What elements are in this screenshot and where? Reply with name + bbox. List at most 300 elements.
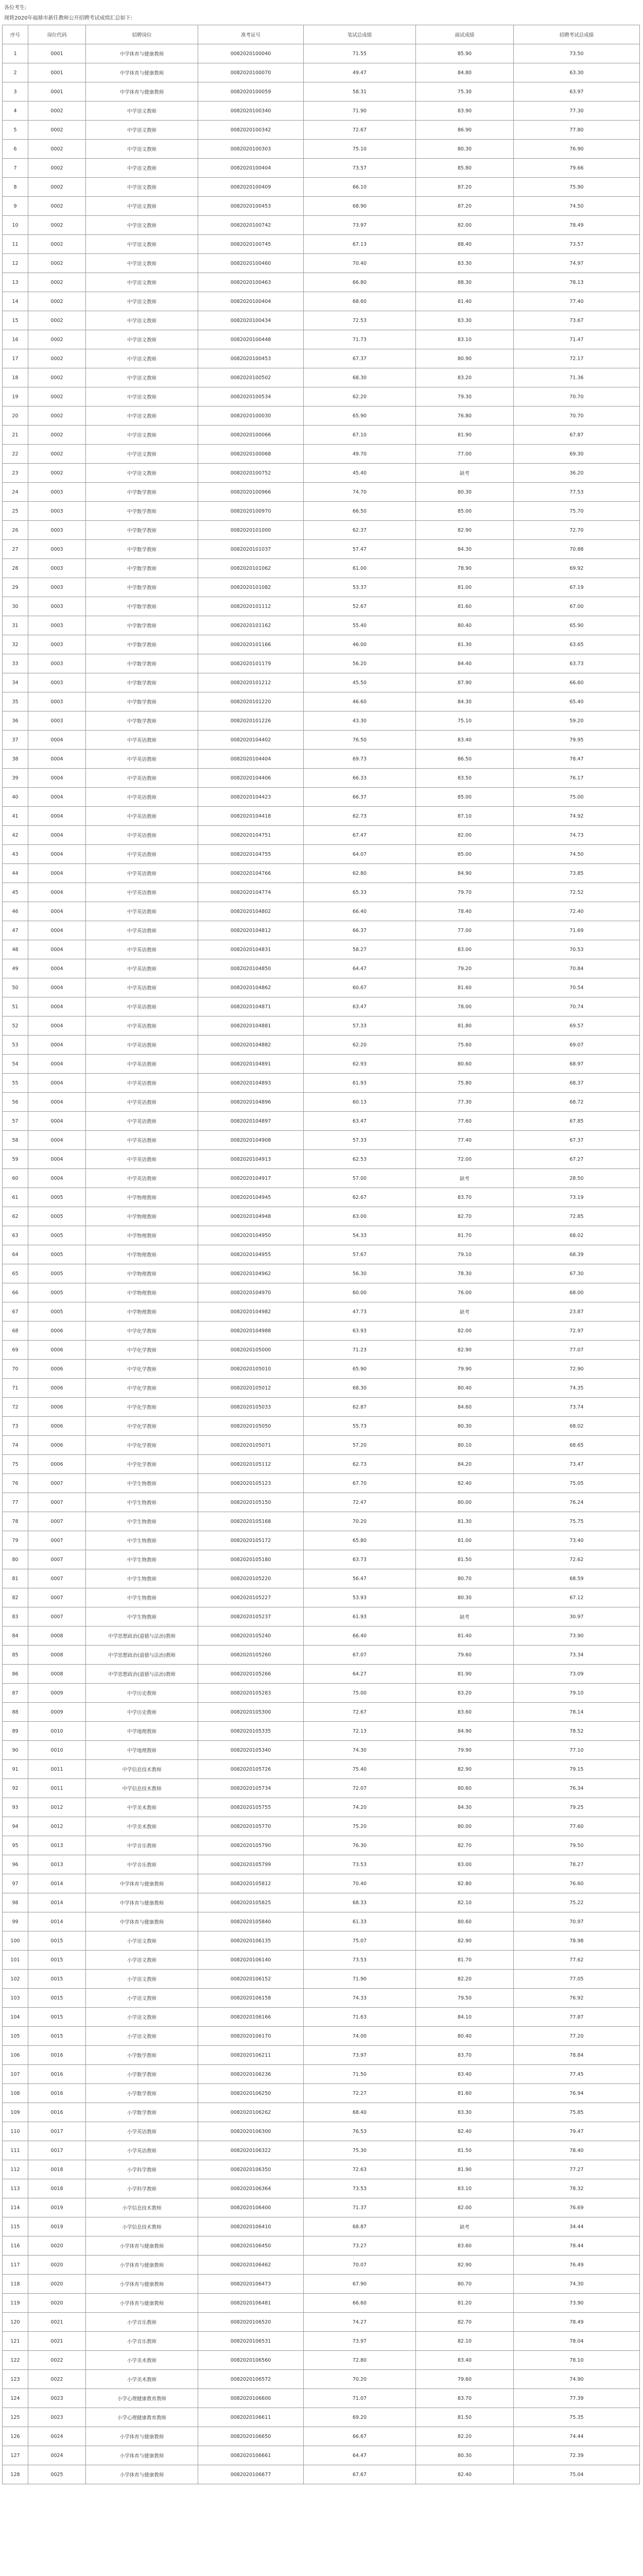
post-code-cell: 0005 (28, 1264, 86, 1283)
index-cell: 58 (3, 1131, 28, 1150)
post-code-cell: 0004 (28, 1074, 86, 1093)
index-cell: 32 (3, 635, 28, 654)
interview-score-cell: 82.40 (416, 2122, 514, 2141)
total-score-cell: 74.97 (514, 254, 640, 273)
interview-score-cell: 85.90 (416, 44, 514, 63)
interview-score-cell: 83.30 (416, 311, 514, 330)
written-score-cell: 73.53 (304, 2179, 416, 2198)
table-row (3, 2046, 640, 2065)
post-cell: 中学语文教师 (86, 121, 198, 140)
interview-score-cell: 82.70 (416, 1836, 514, 1855)
post-code-cell: 0014 (28, 1912, 86, 1931)
table-row (3, 483, 640, 502)
written-score-cell: 60.67 (304, 978, 416, 997)
post-code-cell: 0002 (28, 349, 86, 368)
ticket-cell: 0082020105260 (198, 1646, 304, 1665)
ticket-cell: 0082020105300 (198, 1703, 304, 1722)
post-cell: 中学语文教师 (86, 464, 198, 483)
post-code-cell: 0005 (28, 1226, 86, 1245)
post-cell: 中学语文教师 (86, 292, 198, 311)
table-row (3, 1455, 640, 1474)
table-row (3, 731, 640, 750)
table-row (3, 82, 640, 101)
col-header-post-code: 岗位代码 (28, 25, 86, 44)
post-code-cell: 0008 (28, 1626, 86, 1646)
post-code-cell: 0007 (28, 1512, 86, 1531)
table-row (3, 1112, 640, 1131)
post-cell: 中学体育与健康教师 (86, 1874, 198, 1893)
col-header-ticket: 准考证号 (198, 25, 304, 44)
ticket-cell: 0082020100070 (198, 63, 304, 82)
post-cell: 中学英语教师 (86, 1169, 198, 1188)
total-score-cell: 67.19 (514, 578, 640, 597)
interview-score-cell: 84.30 (416, 692, 514, 711)
interview-score-cell: 84.60 (416, 1398, 514, 1417)
table-row (3, 1626, 640, 1646)
table-row (3, 807, 640, 826)
written-score-cell: 61.93 (304, 1607, 416, 1626)
written-score-cell: 66.37 (304, 921, 416, 940)
ticket-cell: 0082020105840 (198, 1912, 304, 1931)
post-code-cell: 0004 (28, 1055, 86, 1074)
score-table (2, 25, 640, 2484)
ticket-cell: 0082020106650 (198, 2427, 304, 2446)
ticket-cell: 0082020104402 (198, 731, 304, 750)
index-cell: 37 (3, 731, 28, 750)
post-cell: 中学化学教师 (86, 1455, 198, 1474)
table-row (3, 349, 640, 368)
table-row (3, 978, 640, 997)
post-cell: 中学英语教师 (86, 1150, 198, 1169)
post-cell: 中学语文教师 (86, 101, 198, 121)
ticket-cell: 0082020100448 (198, 330, 304, 349)
written-score-cell: 72.67 (304, 1703, 416, 1722)
post-code-cell: 0011 (28, 1760, 86, 1779)
written-score-cell: 76.30 (304, 1836, 416, 1855)
written-score-cell: 67.67 (304, 2465, 416, 2484)
interview-score-cell: 83.30 (416, 254, 514, 273)
written-score-cell: 49.70 (304, 445, 416, 464)
table-row (3, 426, 640, 445)
ticket-cell: 0082020106211 (198, 2046, 304, 2065)
post-cell: 中学生物教师 (86, 1512, 198, 1531)
index-cell: 38 (3, 750, 28, 769)
written-score-cell: 55.40 (304, 616, 416, 635)
total-score-cell: 79.66 (514, 159, 640, 178)
total-score-cell: 68.72 (514, 1093, 640, 1112)
ticket-cell: 0082020105227 (198, 1588, 304, 1607)
index-cell: 79 (3, 1531, 28, 1550)
post-code-cell: 0002 (28, 273, 86, 292)
table-row (3, 502, 640, 521)
post-code-cell: 0009 (28, 1684, 86, 1703)
index-cell: 113 (3, 2179, 28, 2198)
post-code-cell: 0005 (28, 1188, 86, 1207)
ticket-cell: 0082020104908 (198, 1131, 304, 1150)
post-cell: 小学数学教师 (86, 2065, 198, 2084)
post-code-cell: 0008 (28, 1646, 86, 1665)
interview-score-cell: 83.90 (416, 101, 514, 121)
interview-score-cell: 79.60 (416, 2370, 514, 2389)
ticket-cell: 0082020104423 (198, 788, 304, 807)
ticket-cell: 0082020105825 (198, 1893, 304, 1912)
post-cell: 小学信息技术教师 (86, 2217, 198, 2236)
index-cell: 111 (3, 2141, 28, 2160)
interview-score-cell: 83.20 (416, 368, 514, 387)
table-row (3, 368, 640, 387)
post-cell: 中学语文教师 (86, 159, 198, 178)
written-score-cell: 72.13 (304, 1722, 416, 1741)
post-cell: 小学音乐教师 (86, 2313, 198, 2332)
post-code-cell: 0020 (28, 2275, 86, 2294)
post-cell: 小学体育与健康教师 (86, 2275, 198, 2294)
index-cell: 110 (3, 2122, 28, 2141)
interview-score-cell: 78.00 (416, 997, 514, 1016)
post-code-cell: 0010 (28, 1741, 86, 1760)
index-cell: 118 (3, 2275, 28, 2294)
ticket-cell: 0082020101037 (198, 540, 304, 559)
ticket-cell: 0082020104988 (198, 1321, 304, 1341)
post-code-cell: 0004 (28, 864, 86, 883)
written-score-cell: 67.07 (304, 1646, 416, 1665)
interview-score-cell: 84.30 (416, 1798, 514, 1817)
written-score-cell: 68.30 (304, 1379, 416, 1398)
total-score-cell: 77.60 (514, 1817, 640, 1836)
table-row (3, 1036, 640, 1055)
index-cell: 114 (3, 2198, 28, 2217)
ticket-cell: 0082020100970 (198, 502, 304, 521)
total-score-cell: 77.80 (514, 121, 640, 140)
index-cell: 116 (3, 2236, 28, 2256)
index-cell: 105 (3, 2027, 28, 2046)
table-row (3, 2332, 640, 2351)
ticket-cell: 0082020104882 (198, 1036, 304, 1055)
post-code-cell: 0007 (28, 1550, 86, 1569)
table-row (3, 1741, 640, 1760)
table-row (3, 1569, 640, 1588)
total-score-cell: 67.37 (514, 1131, 640, 1150)
index-cell: 104 (3, 2008, 28, 2027)
ticket-cell: 0082020106450 (198, 2236, 304, 2256)
written-score-cell: 57.47 (304, 540, 416, 559)
interview-score-cell: 87.10 (416, 807, 514, 826)
ticket-cell: 0082020106481 (198, 2294, 304, 2313)
written-score-cell: 75.20 (304, 1817, 416, 1836)
post-code-cell: 0002 (28, 368, 86, 387)
post-code-cell: 0002 (28, 159, 86, 178)
ticket-cell: 0082020100745 (198, 235, 304, 254)
written-score-cell: 72.27 (304, 2084, 416, 2103)
col-header-index: 序号 (3, 25, 28, 44)
index-cell: 13 (3, 273, 28, 292)
table-row (3, 2294, 640, 2313)
ticket-cell: 0082020104812 (198, 921, 304, 940)
ticket-cell: 0082020106400 (198, 2198, 304, 2217)
table-row (3, 311, 640, 330)
post-cell: 中学语文教师 (86, 330, 198, 349)
total-score-cell: 75.35 (514, 2408, 640, 2427)
written-score-cell: 66.80 (304, 273, 416, 292)
ticket-cell: 0082020101082 (198, 578, 304, 597)
ticket-cell: 0082020104917 (198, 1169, 304, 1188)
post-code-cell: 0003 (28, 654, 86, 673)
table-row (3, 1665, 640, 1684)
ticket-cell: 0082020100066 (198, 426, 304, 445)
ticket-cell: 0082020105726 (198, 1760, 304, 1779)
index-cell: 39 (3, 769, 28, 788)
post-code-cell: 0002 (28, 406, 86, 426)
total-score-cell: 76.24 (514, 1493, 640, 1512)
table-row (3, 2446, 640, 2465)
table-row (3, 330, 640, 349)
ticket-cell: 0082020104418 (198, 807, 304, 826)
index-cell: 56 (3, 1093, 28, 1112)
post-cell: 中学语文教师 (86, 406, 198, 426)
interview-score-cell: 缺考 (416, 1302, 514, 1321)
interview-score-cell: 82.40 (416, 1474, 514, 1493)
post-cell: 中学英语教师 (86, 845, 198, 864)
post-cell: 中学英语教师 (86, 1016, 198, 1036)
post-cell: 中学思想政治(道德与法治)教师 (86, 1646, 198, 1665)
interview-score-cell: 84.40 (416, 654, 514, 673)
interview-score-cell: 77.00 (416, 921, 514, 940)
interview-score-cell: 83.60 (416, 1703, 514, 1722)
table-row (3, 1150, 640, 1169)
ticket-cell: 0082020105012 (198, 1379, 304, 1398)
col-header-total: 招聘考试总成绩 (514, 25, 640, 44)
interview-score-cell: 80.10 (416, 1436, 514, 1455)
post-cell: 中学英语教师 (86, 902, 198, 921)
total-score-cell: 63.73 (514, 654, 640, 673)
post-cell: 中学语文教师 (86, 216, 198, 235)
table-row (3, 578, 640, 597)
total-score-cell: 68.65 (514, 1436, 640, 1455)
ticket-cell: 0082020104871 (198, 997, 304, 1016)
total-score-cell: 66.60 (514, 673, 640, 692)
post-code-cell: 0015 (28, 1931, 86, 1951)
post-cell: 小学体育与健康教师 (86, 2236, 198, 2256)
interview-score-cell: 81.90 (416, 1665, 514, 1684)
table-row (3, 1131, 640, 1150)
post-cell: 中学语文教师 (86, 273, 198, 292)
table-row (3, 864, 640, 883)
post-cell: 中学思想政治(道德与法治)教师 (86, 1626, 198, 1646)
written-score-cell: 66.60 (304, 2294, 416, 2313)
ticket-cell: 0082020105799 (198, 1855, 304, 1874)
total-score-cell: 68.39 (514, 1245, 640, 1264)
post-code-cell: 0002 (28, 330, 86, 349)
post-code-cell: 0002 (28, 121, 86, 140)
ticket-cell: 0082020104881 (198, 1016, 304, 1036)
total-score-cell: 79.95 (514, 731, 640, 750)
total-score-cell: 75.00 (514, 788, 640, 807)
total-score-cell: 77.39 (514, 2389, 640, 2408)
total-score-cell: 72.90 (514, 1360, 640, 1379)
written-score-cell: 75.00 (304, 1684, 416, 1703)
ticket-cell: 0082020100340 (198, 101, 304, 121)
interview-score-cell: 83.00 (416, 1855, 514, 1874)
index-cell: 3 (3, 82, 28, 101)
post-code-cell: 0019 (28, 2198, 86, 2217)
index-cell: 16 (3, 330, 28, 349)
written-score-cell: 62.20 (304, 1036, 416, 1055)
written-score-cell: 64.27 (304, 1665, 416, 1684)
index-cell: 49 (3, 959, 28, 978)
index-cell: 12 (3, 254, 28, 273)
post-cell: 中学语文教师 (86, 254, 198, 273)
ticket-cell: 0082020101226 (198, 711, 304, 731)
interview-score-cell: 80.30 (416, 483, 514, 502)
index-cell: 65 (3, 1264, 28, 1283)
written-score-cell: 63.93 (304, 1321, 416, 1341)
written-score-cell: 67.13 (304, 235, 416, 254)
ticket-cell: 0082020104831 (198, 940, 304, 959)
interview-score-cell: 83.40 (416, 731, 514, 750)
post-code-cell: 0001 (28, 44, 86, 63)
index-cell: 36 (3, 711, 28, 731)
interview-score-cell: 79.20 (416, 959, 514, 978)
total-score-cell: 74.30 (514, 2275, 640, 2294)
table-row (3, 1607, 640, 1626)
post-code-cell: 0013 (28, 1855, 86, 1874)
interview-score-cell: 81.30 (416, 1512, 514, 1531)
table-row (3, 2084, 640, 2103)
total-score-cell: 77.07 (514, 1341, 640, 1360)
interview-score-cell: 75.80 (416, 1074, 514, 1093)
written-score-cell: 64.07 (304, 845, 416, 864)
post-cell: 中学英语教师 (86, 750, 198, 769)
post-cell: 中学数学教师 (86, 597, 198, 616)
index-cell: 83 (3, 1607, 28, 1626)
post-cell: 中学美术教师 (86, 1817, 198, 1836)
ticket-cell: 0082020101212 (198, 673, 304, 692)
index-cell: 7 (3, 159, 28, 178)
total-score-cell: 70.84 (514, 959, 640, 978)
post-cell: 中学英语教师 (86, 1036, 198, 1055)
written-score-cell: 66.67 (304, 2427, 416, 2446)
post-cell: 中学英语教师 (86, 1093, 198, 1112)
written-score-cell: 72.80 (304, 2351, 416, 2370)
total-score-cell: 75.90 (514, 178, 640, 197)
total-score-cell: 73.09 (514, 1665, 640, 1684)
total-score-cell: 76.17 (514, 769, 640, 788)
table-row (3, 2217, 640, 2236)
table-row (3, 750, 640, 769)
total-score-cell: 76.69 (514, 2198, 640, 2217)
table-row (3, 1055, 640, 1074)
ticket-cell: 0082020105172 (198, 1531, 304, 1550)
interview-score-cell: 78.30 (416, 1264, 514, 1283)
total-score-cell: 78.27 (514, 1855, 640, 1874)
ticket-cell: 0082020106560 (198, 2351, 304, 2370)
post-code-cell: 0016 (28, 2065, 86, 2084)
ticket-cell: 0082020100068 (198, 445, 304, 464)
table-row (3, 1684, 640, 1703)
post-code-cell: 0002 (28, 464, 86, 483)
written-score-cell: 73.97 (304, 2046, 416, 2065)
index-cell: 47 (3, 921, 28, 940)
table-row (3, 902, 640, 921)
post-cell: 中学物理教师 (86, 1245, 198, 1264)
ticket-cell: 0082020104404 (198, 750, 304, 769)
ticket-cell: 0082020104766 (198, 864, 304, 883)
col-header-interview: 面试成绩 (416, 25, 514, 44)
table-row (3, 1474, 640, 1493)
index-cell: 88 (3, 1703, 28, 1722)
post-cell: 中学地理教师 (86, 1741, 198, 1760)
total-score-cell: 78.49 (514, 216, 640, 235)
total-score-cell: 78.10 (514, 2351, 640, 2370)
index-cell: 25 (3, 502, 28, 521)
total-score-cell: 74.50 (514, 197, 640, 216)
post-code-cell: 0012 (28, 1798, 86, 1817)
written-score-cell: 66.37 (304, 788, 416, 807)
interview-score-cell: 85.00 (416, 502, 514, 521)
post-code-cell: 0003 (28, 673, 86, 692)
ticket-cell: 0082020105071 (198, 1436, 304, 1455)
index-cell: 54 (3, 1055, 28, 1074)
post-code-cell: 0003 (28, 616, 86, 635)
interview-score-cell: 83.40 (416, 2351, 514, 2370)
index-cell: 35 (3, 692, 28, 711)
post-code-cell: 0004 (28, 883, 86, 902)
post-code-cell: 0004 (28, 1036, 86, 1055)
ticket-cell: 0082020106473 (198, 2275, 304, 2294)
interview-score-cell: 81.50 (416, 1550, 514, 1569)
ticket-cell: 0082020105180 (198, 1550, 304, 1569)
table-row (3, 1989, 640, 2008)
index-cell: 92 (3, 1779, 28, 1798)
table-row (3, 2351, 640, 2370)
ticket-cell: 0082020106611 (198, 2408, 304, 2427)
written-score-cell: 68.87 (304, 2217, 416, 2236)
post-code-cell: 0006 (28, 1455, 86, 1474)
post-cell: 中学语文教师 (86, 349, 198, 368)
written-score-cell: 71.50 (304, 2065, 416, 2084)
table-row (3, 2256, 640, 2275)
total-score-cell: 77.53 (514, 483, 640, 502)
total-score-cell: 70.70 (514, 406, 640, 426)
index-cell: 100 (3, 1931, 28, 1951)
total-score-cell: 73.90 (514, 1626, 640, 1646)
index-cell: 128 (3, 2465, 28, 2484)
post-code-cell: 0004 (28, 769, 86, 788)
post-code-cell: 0022 (28, 2370, 86, 2389)
table-row (3, 845, 640, 864)
written-score-cell: 57.00 (304, 1169, 416, 1188)
table-row (3, 2027, 640, 2046)
post-cell: 中学数学教师 (86, 559, 198, 578)
index-cell: 59 (3, 1150, 28, 1169)
post-cell: 中学语文教师 (86, 178, 198, 197)
post-code-cell: 0018 (28, 2179, 86, 2198)
written-score-cell: 74.00 (304, 2027, 416, 2046)
total-score-cell: 70.97 (514, 1912, 640, 1931)
written-score-cell: 73.57 (304, 159, 416, 178)
written-score-cell: 57.33 (304, 1131, 416, 1150)
written-score-cell: 75.30 (304, 2141, 416, 2160)
total-score-cell: 76.60 (514, 1874, 640, 1893)
post-code-cell: 0003 (28, 578, 86, 597)
total-score-cell: 77.30 (514, 101, 640, 121)
post-code-cell: 0004 (28, 807, 86, 826)
written-score-cell: 66.40 (304, 1626, 416, 1646)
written-score-cell: 62.53 (304, 1150, 416, 1169)
post-code-cell: 0016 (28, 2103, 86, 2122)
index-cell: 115 (3, 2217, 28, 2236)
post-cell: 中学英语教师 (86, 1131, 198, 1150)
index-cell: 77 (3, 1493, 28, 1512)
